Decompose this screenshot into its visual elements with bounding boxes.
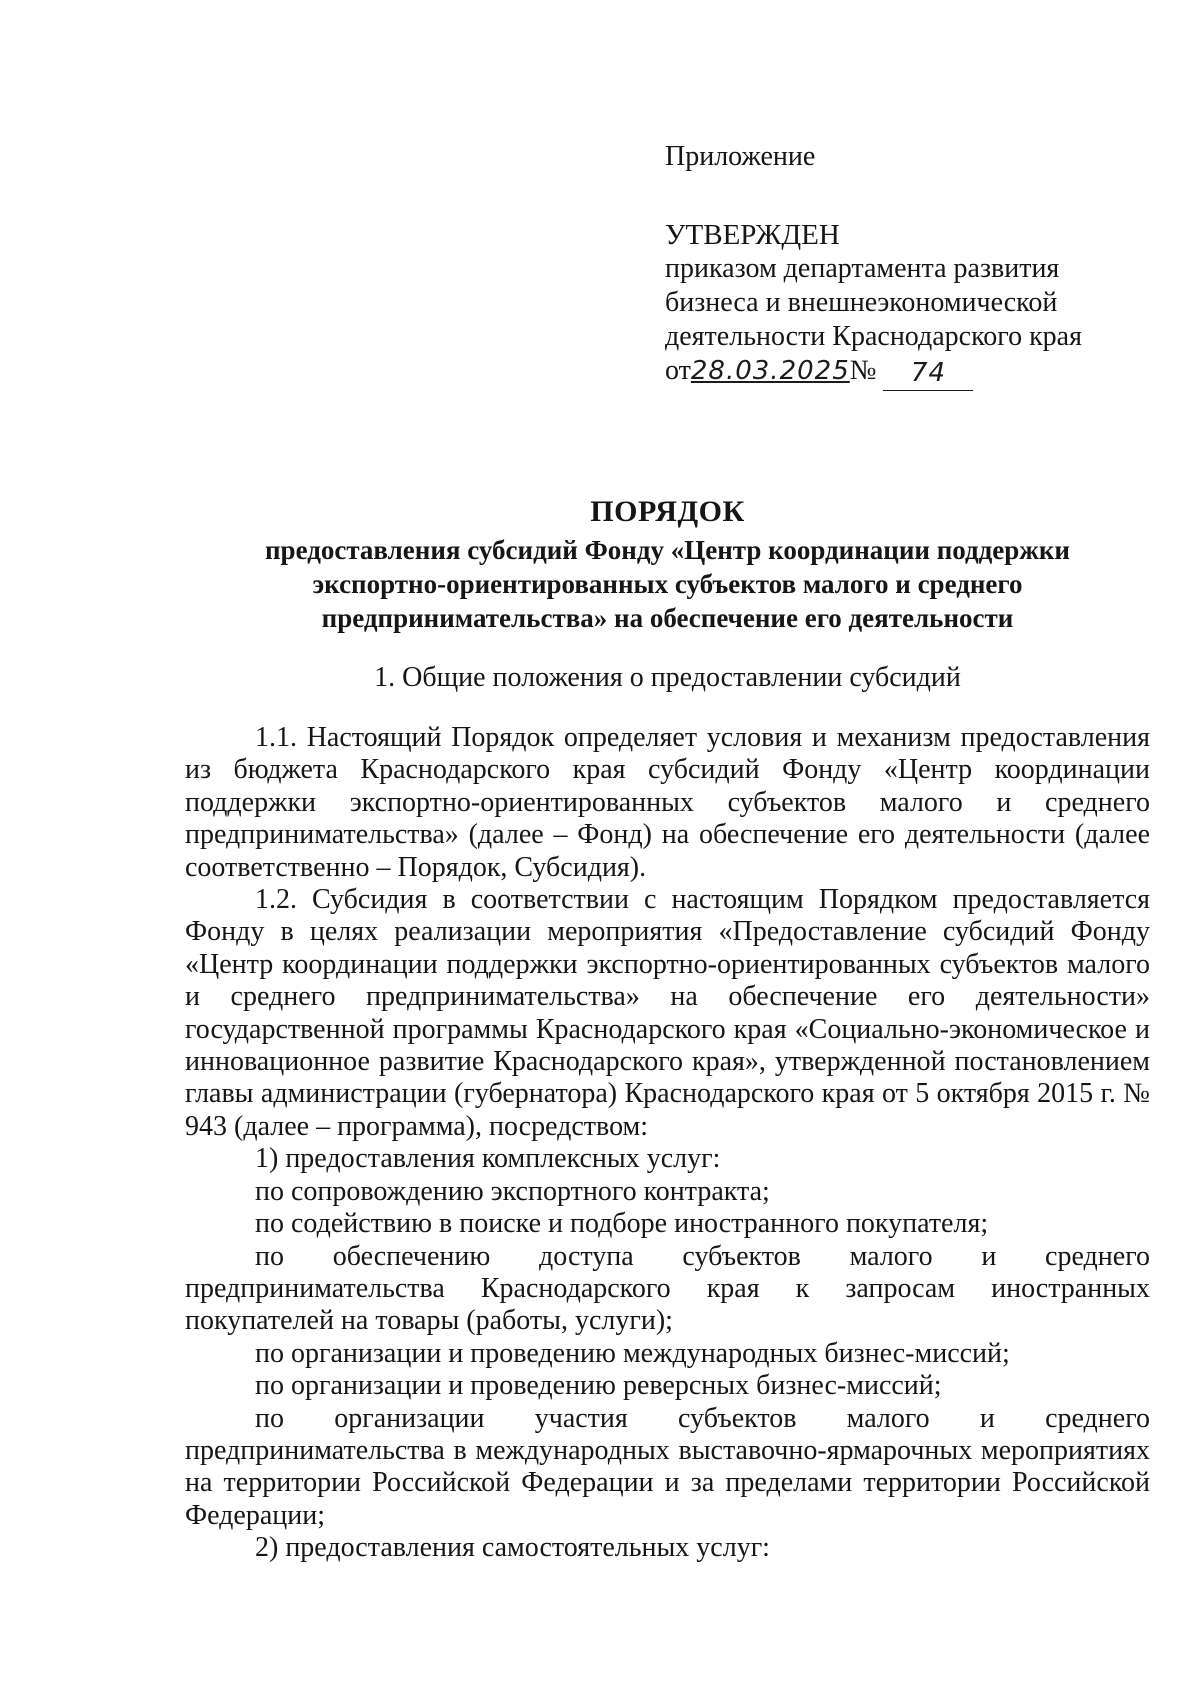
handwritten-number: 74 xyxy=(910,358,947,388)
document-body xyxy=(185,722,1150,1565)
approval-date-number-line xyxy=(665,354,1125,389)
handwritten-date: 28.03.2025 xyxy=(690,356,850,386)
list-item-exhibitions: по организации участия субъектов малого и среднего предпринимательства в международных выставочно-ярмарочных мероприятиях на территории Российской Федерации и за пределами территории Российской Федерации; xyxy=(185,1402,1150,1531)
list-item-buyer-requests: по обеспечению доступа субъектов малого и среднего предпринимательства Краснодарского края к запросам иностранных покупателей на товары (работы, услуги); xyxy=(185,1240,1150,1337)
list-item-complex-services: 1) предоставления комплексных услуг: xyxy=(255,1143,721,1175)
number-prefix: № xyxy=(849,355,877,386)
paragraph-1-2: 1.2. Субсидия в соответствии с настоящим Порядком предоставляется Фонду в целях реализации мероприятия «Предоставление субсидий Фонду «Центр координации поддержки экспортно-ориентированных субъектов малого и среднего предпринимательства» на обеспечение его деятельности» государственной программы Краснодарского края «Социально-экономическое и инновационное развитие Краснодарского края», утвержденной постановлением главы администрации (губернатора) Краснодарского края от 5 октября 2015 г. № 943 (далее – программа), посредством: xyxy=(185,884,1150,1142)
list-item-independent-services: 2) предоставления самостоятельных услуг: xyxy=(255,1532,770,1564)
document-title-block xyxy=(185,495,1150,635)
approved-label: УТВЕРЖДЕН xyxy=(665,219,840,251)
approval-stamp-block xyxy=(665,140,1125,389)
subtitle-line-3: предпринимательства» на обеспечение его деятельности xyxy=(321,603,1014,633)
subtitle-line-2: экспортно-ориентированных субъектов малого и среднего xyxy=(312,569,1023,599)
section-heading: 1. Общие положения о предоставлении субсидий xyxy=(374,662,961,693)
approval-line-1: приказом департамента развития xyxy=(665,253,1060,284)
subtitle-line-1: предоставления субсидий Фонду «Центр координации поддержки xyxy=(265,535,1070,565)
approval-line-2: бизнеса и внешнеэкономической xyxy=(665,287,1058,318)
approval-line-3: деятельности Краснодарского края xyxy=(665,321,1082,352)
paragraph-1-1: 1.1. Настоящий Порядок определяет условия и механизм предоставления из бюджета Краснодарского края субсидий Фонду «Центр координации поддержки экспортно-ориентированных субъектов малого и среднего предпринимательства» (далее – Фонд) на обеспечение его деятельности (далее соответственно – Порядок, Субсидия). xyxy=(185,722,1150,883)
number-blank xyxy=(883,356,973,391)
list-item-export-contract: по сопровождению экспортного контракта; xyxy=(255,1175,770,1207)
list-item-reverse-missions: по организации и проведению реверсных бизнес-миссий; xyxy=(255,1370,942,1402)
list-item-buyer-search: по содействию в поиске и подборе иностранного покупателя; xyxy=(255,1208,989,1240)
list-item-business-missions: по организации и проведению международных бизнес-миссий; xyxy=(255,1337,1010,1369)
date-prefix: от xyxy=(665,355,691,386)
document-title: ПОРЯДОК xyxy=(590,495,745,528)
appendix-label: Приложение xyxy=(665,141,816,172)
